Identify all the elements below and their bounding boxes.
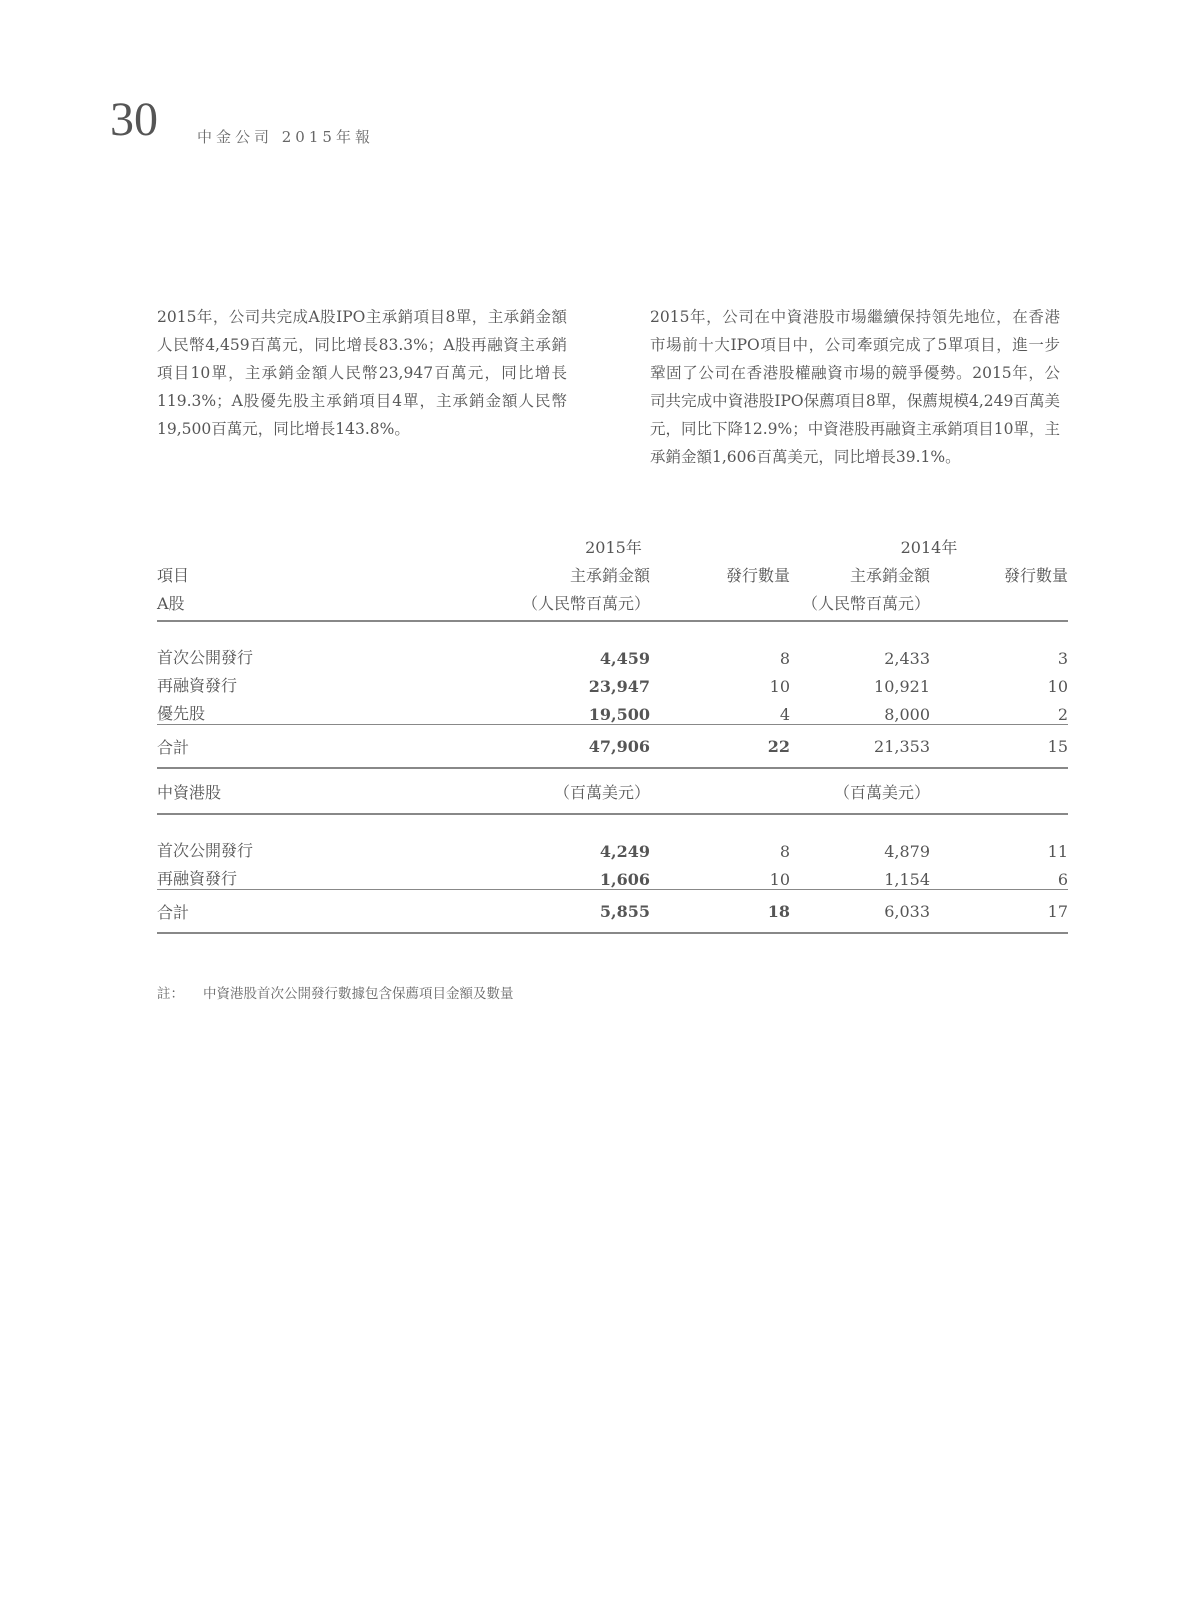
usd-unit-2014: （百萬美元） xyxy=(790,768,930,814)
underwriting-table xyxy=(157,530,1068,934)
count-2014-header: 發行數量 xyxy=(1003,566,1068,585)
year-2014-header: 2014年 xyxy=(900,538,958,557)
page-number: 30 xyxy=(110,93,158,146)
year-header-row xyxy=(157,530,1068,558)
footnote-label: 註： xyxy=(157,986,184,1002)
table-row: 優先股 19,500 4 8,000 2 xyxy=(157,704,1068,724)
amount-2014-header: 主承銷金額 xyxy=(849,566,930,585)
a-share-unit-row xyxy=(157,586,1068,621)
table-row: 再融資發行 23,947 10 10,921 10 xyxy=(157,676,1068,696)
a-share-total-row: 合計 47,906 22 21,353 15 xyxy=(157,725,1068,769)
count-2015-header: 發行數量 xyxy=(725,566,790,585)
amount-2015-header: 主承銷金額 xyxy=(569,566,650,585)
footnote xyxy=(157,982,514,1002)
table-row: 首次公開發行 4,249 8 4,879 11 xyxy=(157,841,1068,861)
paragraph-hk-share: 2015年，公司在中資港股市場繼續保持領先地位，在香港市場前十大IPO項目中，公司牽頭完成了5單項目，進一步鞏固了公司在香港股權融資市場的競爭優勢。2015年，公司共完成中資港股IPO保薦項目8單，保薦規模4,249百萬美元，同比下降12.9%；中資港股再融資主承銷項目10單，主承銷金額1,606百萬美元，同比增長39.1%。 xyxy=(650,308,1060,466)
hk-share-total-row: 合計 5,855 18 6,033 17 xyxy=(157,890,1068,934)
a-share-section-label: A股 xyxy=(157,586,437,621)
table-row: 首次公開發行 4,459 8 2,433 3 xyxy=(157,648,1068,668)
running-title: 中金公司 2015年報 xyxy=(197,128,374,146)
rmb-unit-2014: （人民幣百萬元） xyxy=(790,586,930,621)
footnote-text: 中資港股首次公開發行數據包含保薦項目金額及數量 xyxy=(203,986,514,1002)
table-row: 再融資發行 1,606 10 1,154 6 xyxy=(157,869,1068,889)
paragraph-a-share: 2015年，公司共完成A股IPO主承銷項目8單，主承銷金額人民幣4,459百萬元，同比增長83.3%；A股再融資主承銷項目10單，主承銷金額人民幣23,947百萬元，同比增長119.3%；A股優先股主承銷項目4單，主承銷金額人民幣19,500百萬元，同比增長143.8%。 xyxy=(157,308,567,438)
rmb-unit-2015: （人民幣百萬元） xyxy=(437,586,650,621)
column-header-row xyxy=(157,558,1068,586)
hk-share-section-row xyxy=(157,768,1068,814)
year-2015-header: 2015年 xyxy=(585,538,642,557)
usd-unit-2015: （百萬美元） xyxy=(437,768,650,814)
item-column-header: 項目 xyxy=(157,566,190,585)
hk-share-section-label: 中資港股 xyxy=(157,768,437,814)
